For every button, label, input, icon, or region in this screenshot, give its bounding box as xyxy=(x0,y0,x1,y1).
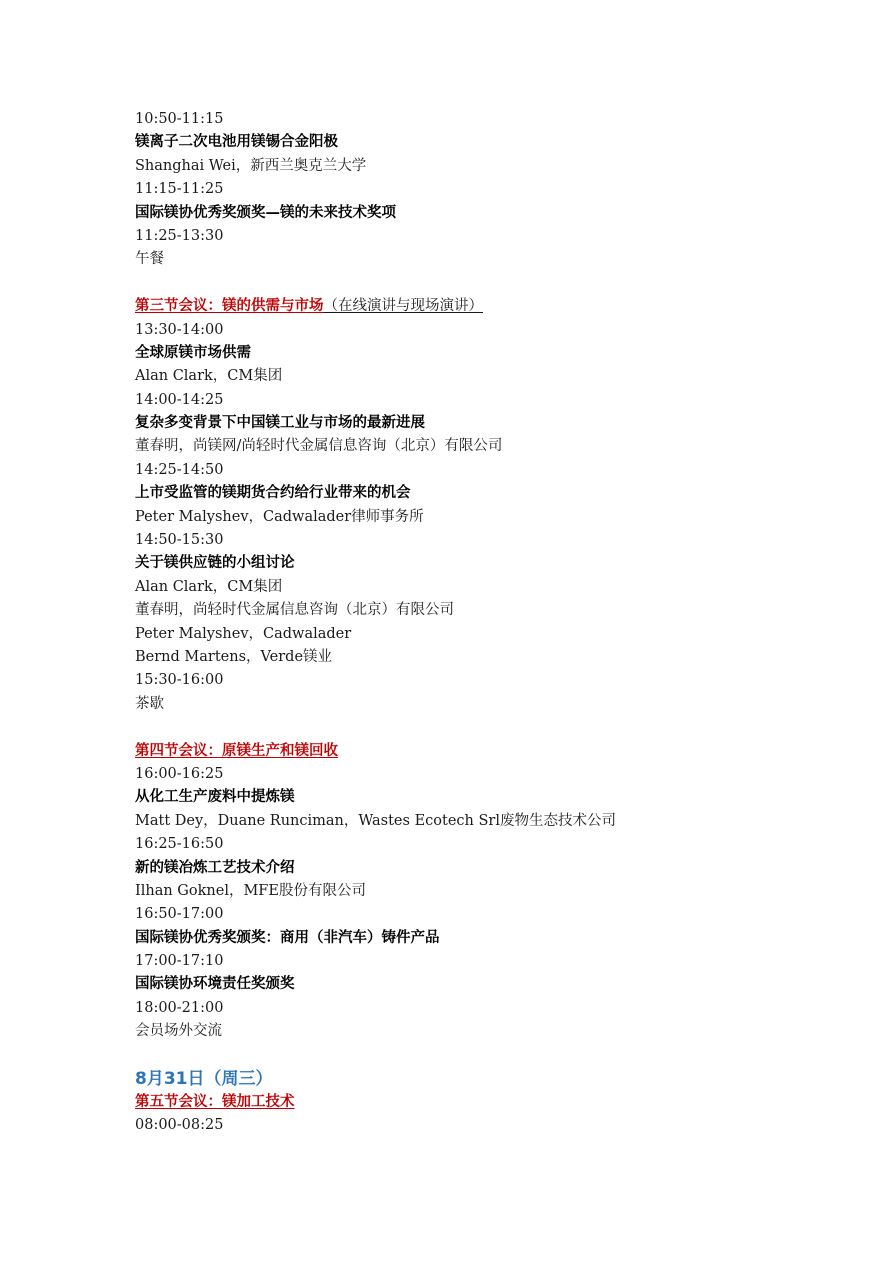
talk-title: 国际镁协环境责任奖颁奖 xyxy=(135,976,295,993)
speaker-line: Alan Clark，CM集团 xyxy=(135,368,283,385)
time-slot: 17:00-17:10 xyxy=(135,953,224,970)
talk-title: 全球原镁市场供需 xyxy=(135,344,251,361)
spacer xyxy=(135,272,835,295)
speaker-line: 茶歇 xyxy=(135,695,164,712)
speaker-line: Matt Dey，Duane Runciman，Wastes Ecotech Srl废物生态技术公司 xyxy=(135,812,616,829)
speaker-line: 董春明，尚轻时代金属信息咨询（北京）有限公司 xyxy=(135,602,454,619)
time-slot: 16:25-16:50 xyxy=(135,836,224,853)
speaker-line: Ilhan Goknel，MFE股份有限公司 xyxy=(135,882,366,899)
session-heading xyxy=(135,1091,835,1114)
talk-title: 国际镁协优秀奖颁奖—镁的未来技术奖项 xyxy=(135,204,396,221)
talk-title: 国际镁协优秀奖颁奖：商用（非汽车）铸件产品 xyxy=(135,929,440,946)
session-heading xyxy=(135,295,835,318)
talk-title: 从化工生产废料中提炼镁 xyxy=(135,789,295,806)
talk-title: 复杂多变背景下中国镁工业与市场的最新进展 xyxy=(135,415,425,432)
time-slot: 14:25-14:50 xyxy=(135,461,224,478)
time-slot: 13:30-14:00 xyxy=(135,321,224,338)
session-title: 第三节会议：镁的供需与市场 xyxy=(135,298,324,315)
speaker-line: 会员场外交流 xyxy=(135,1023,222,1040)
date-heading: 8月31日（周三） xyxy=(135,1069,273,1090)
speaker-line: 午餐 xyxy=(135,251,164,268)
speaker-line: Shanghai Wei，新西兰奥克兰大学 xyxy=(135,157,367,174)
time-slot: 14:00-14:25 xyxy=(135,391,224,408)
time-slot: 08:00-08:25 xyxy=(135,1117,224,1134)
speaker-line: 董春明，尚镁网/尚轻时代金属信息咨询（北京）有限公司 xyxy=(135,438,503,455)
session-note: （在线演讲与现场演讲） xyxy=(323,298,483,315)
spacer xyxy=(135,1044,835,1067)
session-title: 第四节会议：原镁生产和镁回收 xyxy=(135,742,338,759)
talk-title: 关于镁供应链的小组讨论 xyxy=(135,555,295,572)
speaker-line: Peter Malyshev，Cadwalader律师事务所 xyxy=(135,508,424,525)
agenda-document xyxy=(135,108,835,1138)
time-slot: 16:50-17:00 xyxy=(135,906,224,923)
time-slot: 11:15-11:25 xyxy=(135,181,224,198)
speaker-line: Alan Clark，CM集团 xyxy=(135,578,283,595)
time-slot: 10:50-11:15 xyxy=(135,111,224,127)
talk-title: 新的镁冶炼工艺技术介绍 xyxy=(135,859,295,876)
spacer xyxy=(135,716,835,739)
time-slot: 15:30-16:00 xyxy=(135,672,224,689)
speaker-line: Peter Malyshev，Cadwalader xyxy=(135,625,352,642)
time-slot: 16:00-16:25 xyxy=(135,765,224,782)
time-slot: 14:50-15:30 xyxy=(135,532,224,549)
speaker-line: Bernd Martens，Verde镁业 xyxy=(135,648,333,665)
session-title: 第五节会议：镁加工技术 xyxy=(135,1094,295,1111)
talk-title: 上市受监管的镁期货合约给行业带来的机会 xyxy=(135,485,411,502)
time-slot: 18:00-21:00 xyxy=(135,999,224,1016)
talk-title: 镁离子二次电池用镁锡合金阳极 xyxy=(135,134,338,151)
time-slot: 11:25-13:30 xyxy=(135,227,224,244)
session-heading xyxy=(135,740,835,763)
